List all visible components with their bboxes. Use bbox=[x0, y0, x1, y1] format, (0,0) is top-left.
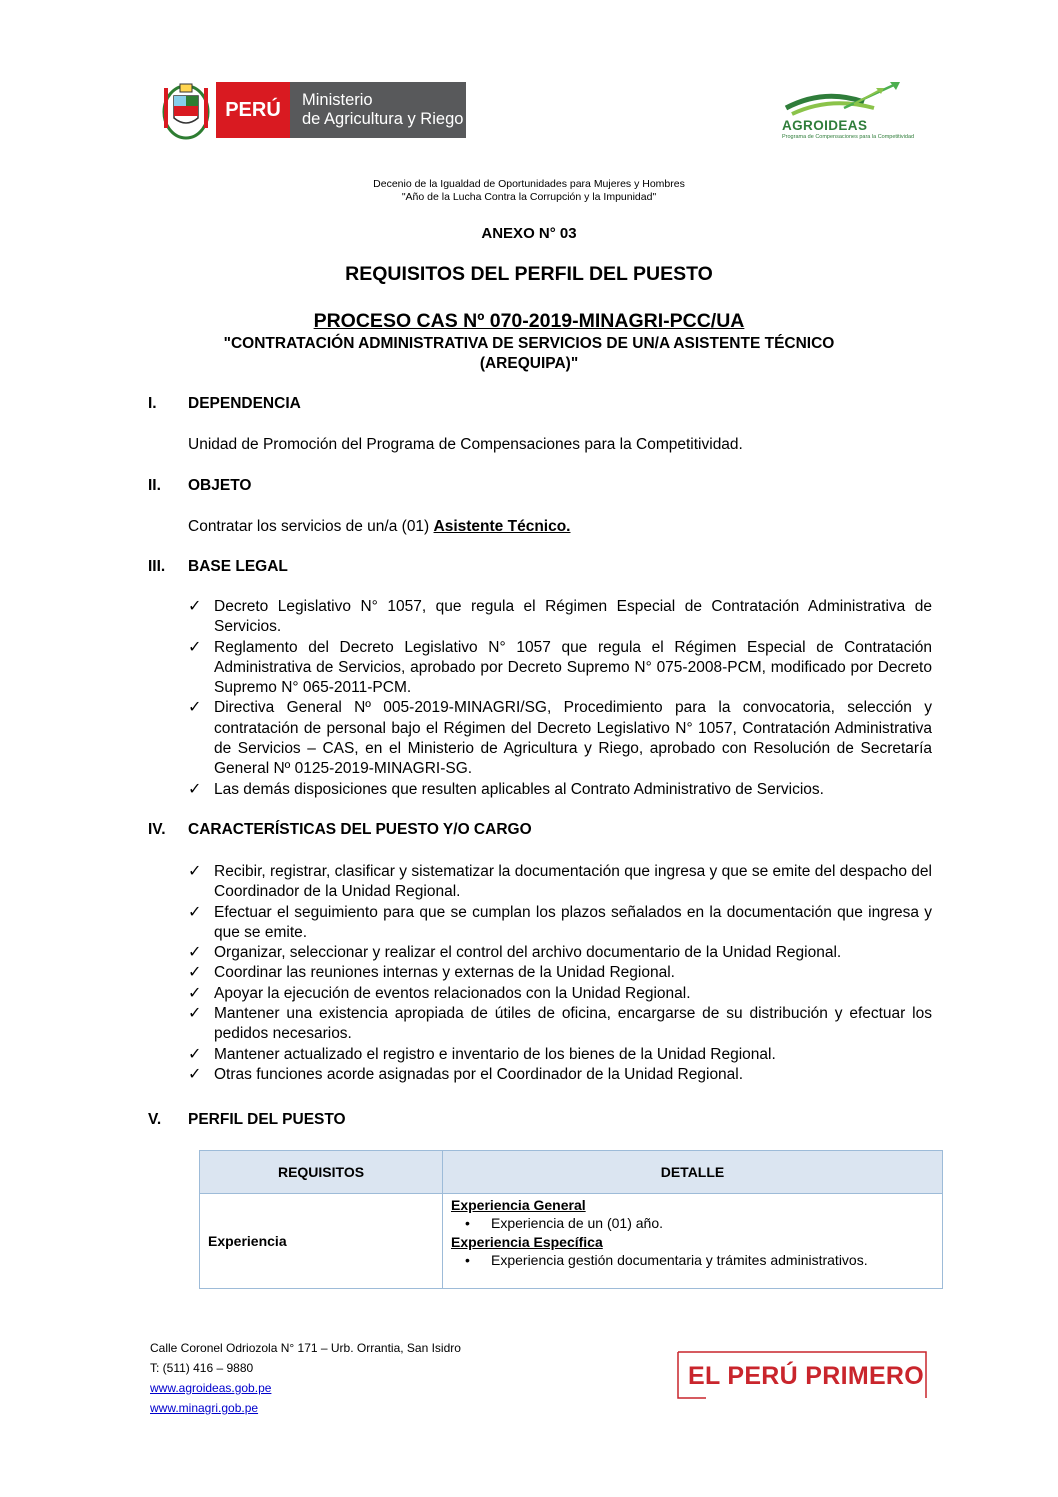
el-peru-primero-logo bbox=[676, 1350, 930, 1400]
section-1-title: DEPENDENCIA bbox=[188, 395, 301, 412]
section-4-number: IV. bbox=[148, 821, 166, 838]
agroideas-logo bbox=[770, 76, 915, 146]
checkmark-icon: ✓ bbox=[188, 1045, 202, 1063]
characteristic-text: Otras funciones acorde asignadas por el Coordinador de la Unidad Regional. bbox=[214, 1065, 744, 1083]
list-item bbox=[451, 1214, 934, 1233]
section-2-title: OBJETO bbox=[188, 477, 252, 494]
list-item bbox=[188, 1004, 932, 1045]
characteristic-text: Mantener actualizado el registro e inventario de los bienes de la Unidad Regional. bbox=[214, 1045, 776, 1063]
requirement-cell: Experiencia bbox=[200, 1194, 443, 1289]
checkmark-icon: ✓ bbox=[188, 1005, 202, 1023]
subtitle-line2: (AREQUIPA)" bbox=[479, 355, 579, 372]
list-item bbox=[188, 1065, 932, 1085]
list-item bbox=[188, 984, 932, 1004]
checkmark-icon: ✓ bbox=[188, 863, 202, 880]
specific-experience-text: Experiencia gestión documentaria y trámites administrativos. bbox=[491, 1252, 868, 1268]
checkmark-icon: ✓ bbox=[188, 944, 202, 962]
detail-cell bbox=[443, 1194, 943, 1289]
checkmark-icon: ✓ bbox=[188, 1065, 202, 1083]
characteristic-text: Mantener una existencia apropiada de útiles de oficina, encargarse de su distribución y efectuar los pedidos necesarios. bbox=[214, 1005, 932, 1043]
agroideas-link[interactable]: www.agroideas.gob.pe bbox=[150, 1381, 272, 1395]
section-4-title: CARACTERÍSTICAS DEL PUESTO Y/O CARGO bbox=[188, 821, 532, 838]
characteristic-text: Apoyar la ejecución de eventos relacionados con la Unidad Regional. bbox=[214, 984, 691, 1002]
characteristics-list bbox=[188, 862, 932, 1085]
legal-item-text: Las demás disposiciones que resulten aplicables al Contrato Administrativo de Servicios. bbox=[214, 780, 824, 798]
section-5-title: PERFIL DEL PUESTO bbox=[188, 1111, 346, 1128]
checkmark-icon: ✓ bbox=[188, 780, 202, 798]
list-item bbox=[188, 1045, 932, 1065]
list-item bbox=[188, 698, 932, 779]
section-3-title: BASE LEGAL bbox=[188, 558, 288, 575]
legal-item-text: Reglamento del Decreto Legislativo N° 1057 que regula el Régimen Especial de Contratación Administrativa de Servicios, aprobado por Decreto Supremo N° 075-2008-PCM, modificado por Decreto Supremo N° 065-2011-PCM. bbox=[214, 638, 932, 697]
specific-experience-heading: Experiencia Específica bbox=[451, 1234, 603, 1250]
bullet-icon: • bbox=[465, 1252, 470, 1268]
bullet-icon: • bbox=[465, 1215, 470, 1231]
coat-of-arms-icon bbox=[160, 78, 212, 142]
decenio-line1: Decenio de la Igualdad de Oportunidades para Mujeres y Hombres bbox=[373, 178, 685, 190]
ministry-name bbox=[290, 82, 466, 138]
checkmark-icon: ✓ bbox=[188, 984, 202, 1002]
ministry-line2: de Agricultura y Riego bbox=[302, 110, 464, 128]
checkmark-icon: ✓ bbox=[188, 903, 202, 921]
agroideas-name: AGROIDEAS bbox=[782, 118, 868, 133]
list-item bbox=[188, 943, 932, 963]
checkmark-icon: ✓ bbox=[188, 699, 202, 717]
profile-table bbox=[199, 1150, 943, 1289]
section-1-text: Unidad de Promoción del Programa de Compensaciones para la Competitividad. bbox=[188, 436, 743, 453]
process-title: PROCESO CAS Nº 070-2019-MINAGRI-PCC/UA bbox=[313, 310, 745, 332]
legal-item-text: Directiva General Nº 005-2019-MINAGRI/SG, Procedimiento para la convocatoria, selección y contratación de personal bajo el Régimen del Decreto Legislativo N° 1057, Contratación Administrativa de Servicios – CAS, en el Ministerio de Agricultura y Riego, aprobado con Resolución de Secretaría General Nº 0125-2019-MINAGRI-SG. bbox=[214, 699, 932, 778]
agroideas-tagline: Programa de Compensaciones para la Competitividad bbox=[782, 134, 915, 140]
list-item bbox=[451, 1251, 934, 1270]
section-2-text-prefix: Contratar los servicios de un/a (01) bbox=[188, 518, 434, 535]
column-header-requisitos: REQUISITOS bbox=[200, 1151, 443, 1194]
annex-number: ANEXO N° 03 bbox=[481, 225, 577, 242]
peru-label: PERÚ bbox=[216, 82, 290, 138]
checkmark-icon: ✓ bbox=[188, 964, 202, 982]
agroideas-swoosh-icon bbox=[784, 78, 908, 120]
footer-link-agroideas-wrap bbox=[150, 1378, 271, 1398]
list-item bbox=[188, 638, 932, 699]
position-name: Asistente Técnico. bbox=[433, 518, 571, 535]
section-5-number: V. bbox=[148, 1111, 162, 1128]
column-header-detalle: DETALLE bbox=[443, 1151, 943, 1194]
characteristic-text: Organizar, seleccionar y realizar el control del archivo documentario de la Unidad Regional. bbox=[214, 944, 842, 962]
subtitle-line1: "CONTRATACIÓN ADMINISTRATIVA DE SERVICIOS DE UN/A ASISTENTE TÉCNICO bbox=[223, 335, 835, 352]
footer-link-minagri-wrap bbox=[150, 1398, 258, 1418]
list-item bbox=[188, 780, 932, 800]
checkmark-icon: ✓ bbox=[188, 638, 202, 656]
list-item bbox=[188, 963, 932, 983]
section-2-text bbox=[188, 518, 571, 536]
list-item bbox=[188, 903, 932, 944]
footer-address: Calle Coronel Odriozola N° 171 – Urb. Orrantia, San Isidro bbox=[150, 1341, 461, 1355]
table-row bbox=[200, 1194, 943, 1289]
peru-ministry-logo bbox=[160, 78, 466, 142]
list-item bbox=[188, 597, 932, 638]
slogan-text: EL PERÚ PRIMERO bbox=[688, 1362, 925, 1390]
characteristic-text: Coordinar las reuniones internas y externas de la Unidad Regional. bbox=[214, 964, 675, 982]
general-experience-heading: Experiencia General bbox=[451, 1197, 586, 1213]
decenio-line2: "Año de la Lucha Contra la Corrupción y la Impunidad" bbox=[401, 191, 657, 203]
table-header-row bbox=[200, 1151, 943, 1194]
characteristic-text: Efectuar el seguimiento para que se cumplan los plazos señalados en la documentación que ingresa y que se emite. bbox=[214, 903, 932, 941]
section-3-number: III. bbox=[148, 558, 166, 575]
checkmark-icon: ✓ bbox=[188, 598, 202, 615]
ministry-line1: Ministerio bbox=[302, 91, 373, 109]
legal-item-text: Decreto Legislativo N° 1057, que regula el Régimen Especial de Contratación Administrativa de Servicios. bbox=[214, 598, 932, 636]
footer-phone: T: (511) 416 – 9880 bbox=[150, 1361, 254, 1375]
list-item bbox=[188, 862, 932, 903]
legal-base-list bbox=[188, 597, 932, 800]
minagri-link[interactable]: www.minagri.gob.pe bbox=[150, 1401, 259, 1415]
characteristic-text: Recibir, registrar, clasificar y sistematizar la documentación que ingresa y que se emite del despacho del Coordinador de la Unidad Regional. bbox=[214, 863, 932, 901]
section-1-number: I. bbox=[148, 395, 157, 412]
section-2-number: II. bbox=[148, 477, 161, 494]
general-experience-text: Experiencia de un (01) año. bbox=[491, 1215, 663, 1231]
document-title: REQUISITOS DEL PERFIL DEL PUESTO bbox=[345, 263, 713, 285]
